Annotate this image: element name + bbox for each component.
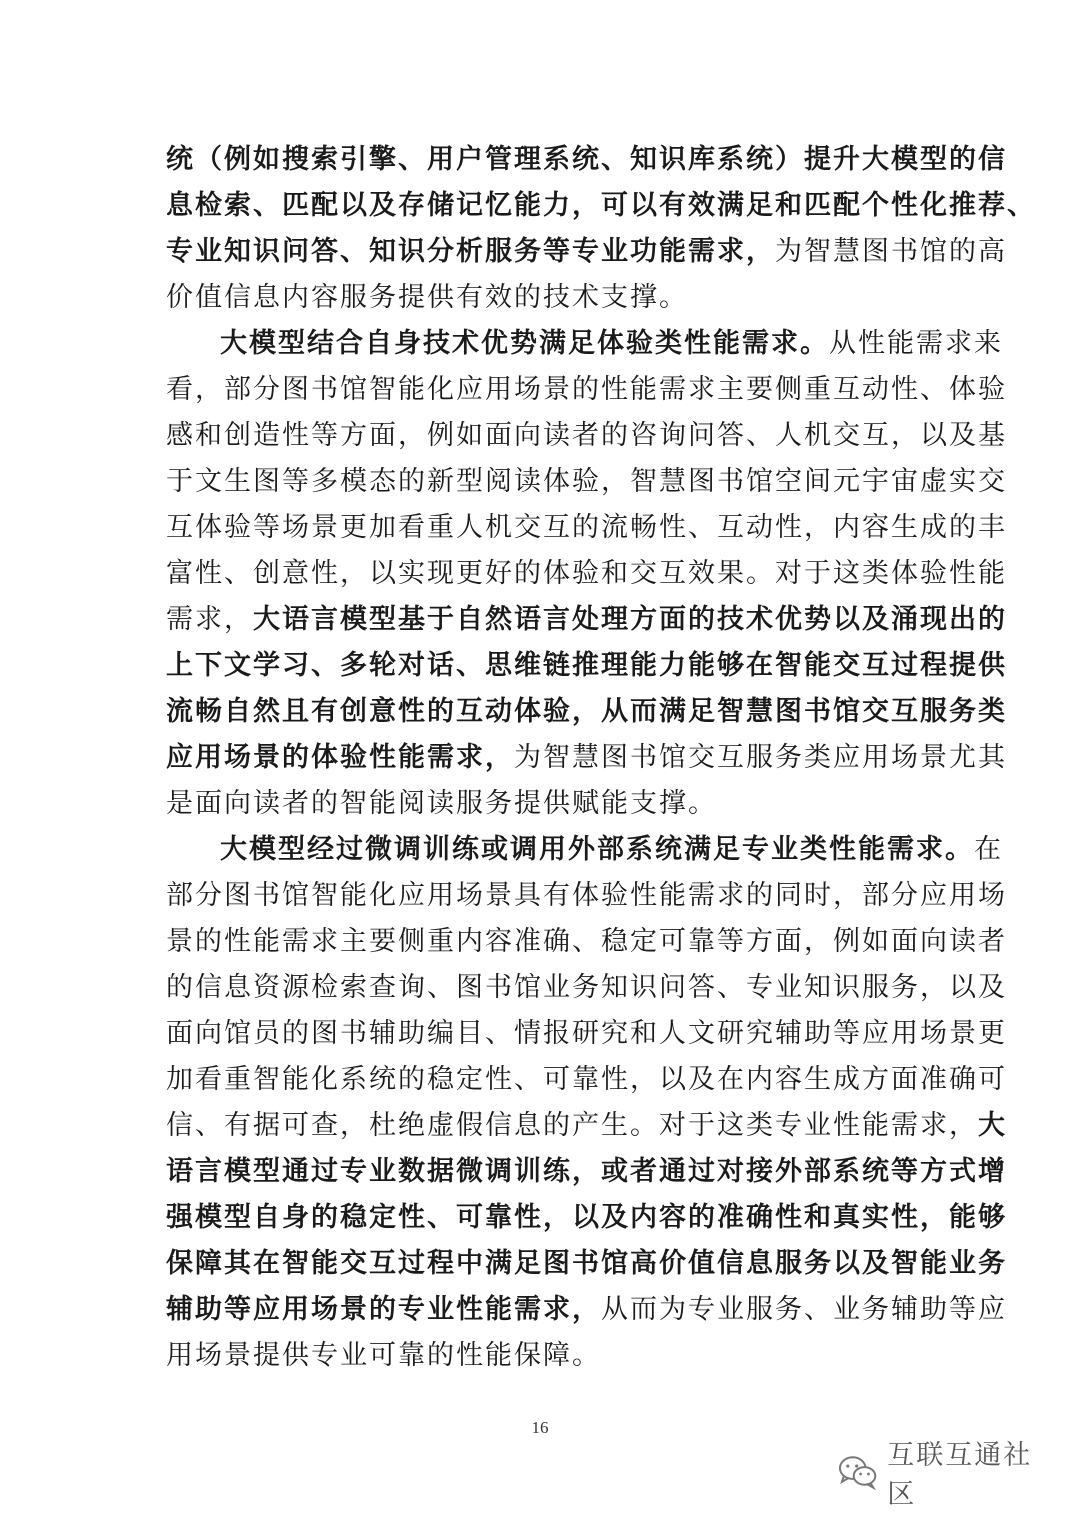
watermark-text: 互联互通社区 (887, 1440, 1033, 1510)
text-line (166, 965, 1007, 1011)
text-line (166, 1195, 1007, 1241)
text-line (166, 459, 1007, 505)
text-line (166, 1103, 1007, 1149)
bold-text-run: 应用场景的体验性能需求， (166, 742, 514, 773)
bold-text-run: 语言模型通过专业数据微调训练，或者通过对接外部系统等方式增 (166, 1156, 1007, 1187)
page-number: 16 (531, 1418, 549, 1437)
text-run: 是面向读者的智能阅读服务提供赋能支撑。 (166, 788, 717, 819)
text-line (166, 367, 1007, 413)
text-line (166, 735, 1007, 781)
text-line (166, 551, 1007, 597)
text-line (166, 781, 916, 827)
wechat-icon (838, 1454, 877, 1490)
text-run: 用场景提供专业可靠的性能保障。 (166, 1340, 601, 1371)
text-line (220, 321, 1003, 367)
text-line (166, 643, 1007, 689)
text-line (166, 137, 1007, 183)
text-run: 加看重智能化系统的稳定性、可靠性，以及在内容生成方面准确可 (166, 1064, 1007, 1095)
text-run: 面向馆员的图书辅助编目、情报研究和人文研究辅助等应用场景更 (166, 1018, 1007, 1049)
bold-text-run: 大模型结合自身技术优势满足体验类性能需求。 (220, 328, 829, 359)
text-run: 为智慧图书馆交互服务类应用场景尤其 (514, 742, 1007, 773)
bold-text-run: 大模型经过微调训练或调用外部系统满足专业类性能需求。 (220, 834, 974, 865)
text-run: 景的性能需求主要侧重内容准确、稳定可靠等方面，例如面向读者 (166, 926, 1007, 957)
text-run: 互体验等场景更加看重人机交互的流畅性、互动性，内容生成的丰 (166, 512, 1007, 543)
text-line (166, 1149, 1007, 1195)
text-line (166, 919, 1007, 965)
text-run: 价值信息内容服务提供有效的技术支撑。 (166, 282, 688, 313)
text-run: 看，部分图书馆智能化应用场景的性能需求主要侧重互动性、体验 (166, 374, 1007, 405)
text-line (166, 275, 916, 321)
text-run: 为智慧图书馆的高 (775, 236, 1007, 267)
text-run: 信、有据可查，杜绝虚假信息的产生。对于这类专业性能需求， (166, 1110, 978, 1141)
text-line (166, 1333, 916, 1379)
text-run: 在 (974, 834, 1003, 865)
text-line (166, 873, 1007, 919)
text-line (166, 413, 1007, 459)
text-line (166, 597, 1007, 643)
text-run: 部分图书馆智能化应用场景具有体验性能需求的同时，部分应用场 (166, 880, 1007, 911)
bold-text-run: 上下文学习、多轮对话、思维链推理能力能够在智能交互过程提供 (166, 650, 1007, 681)
bold-text-run: 专业知识问答、知识分析服务等专业功能需求， (166, 236, 775, 267)
text-line (166, 1241, 1007, 1287)
text-line (166, 1057, 1007, 1103)
bold-text-run: 流畅自然且有创意性的互动体验，从而满足智慧图书馆交互服务类 (166, 696, 1007, 727)
text-run: 富性、创意性，以实现更好的体验和交互效果。对于这类体验性能 (166, 558, 1007, 589)
bold-text-run: 统（例如搜索引擎、用户管理系统、知识库系统）提升大模型的信 (166, 144, 1007, 175)
text-run: 从性能需求来 (829, 328, 1003, 359)
bold-text-run: 大 (978, 1110, 1007, 1141)
bold-text-run: 强模型自身的稳定性、可靠性，以及内容的准确性和真实性，能够 (166, 1202, 1007, 1233)
text-run: 从而为专业服务、业务辅助等应 (601, 1294, 1007, 1325)
watermark (838, 1440, 1058, 1510)
bold-text-run: 辅助等应用场景的专业性能需求， (166, 1294, 601, 1325)
text-line (166, 1287, 1007, 1333)
bold-text-run: 息检索、匹配以及存储记忆能力，可以有效满足和匹配个性化推荐、 (166, 190, 1036, 221)
text-run: 感和创造性等方面，例如面向读者的咨询问答、人机交互，以及基 (166, 420, 1007, 451)
bold-text-run: 大语言模型基于自然语言处理方面的技术优势以及涌现出的 (253, 604, 1007, 635)
bold-text-run: 保障其在智能交互过程中满足图书馆高价值信息服务以及智能业务 (166, 1248, 1007, 1279)
text-line (166, 689, 1007, 735)
text-line (166, 1011, 1007, 1057)
text-run: 需求， (166, 604, 253, 635)
text-line (220, 827, 1003, 873)
text-line (166, 505, 1007, 551)
text-line (166, 183, 1036, 229)
text-line (166, 229, 1007, 275)
text-run: 的信息资源检索查询、图书馆业务知识问答、专业知识服务，以及 (166, 972, 1007, 1003)
text-run: 于文生图等多模态的新型阅读体验，智慧图书馆空间元宇宙虚实交 (166, 466, 1007, 497)
